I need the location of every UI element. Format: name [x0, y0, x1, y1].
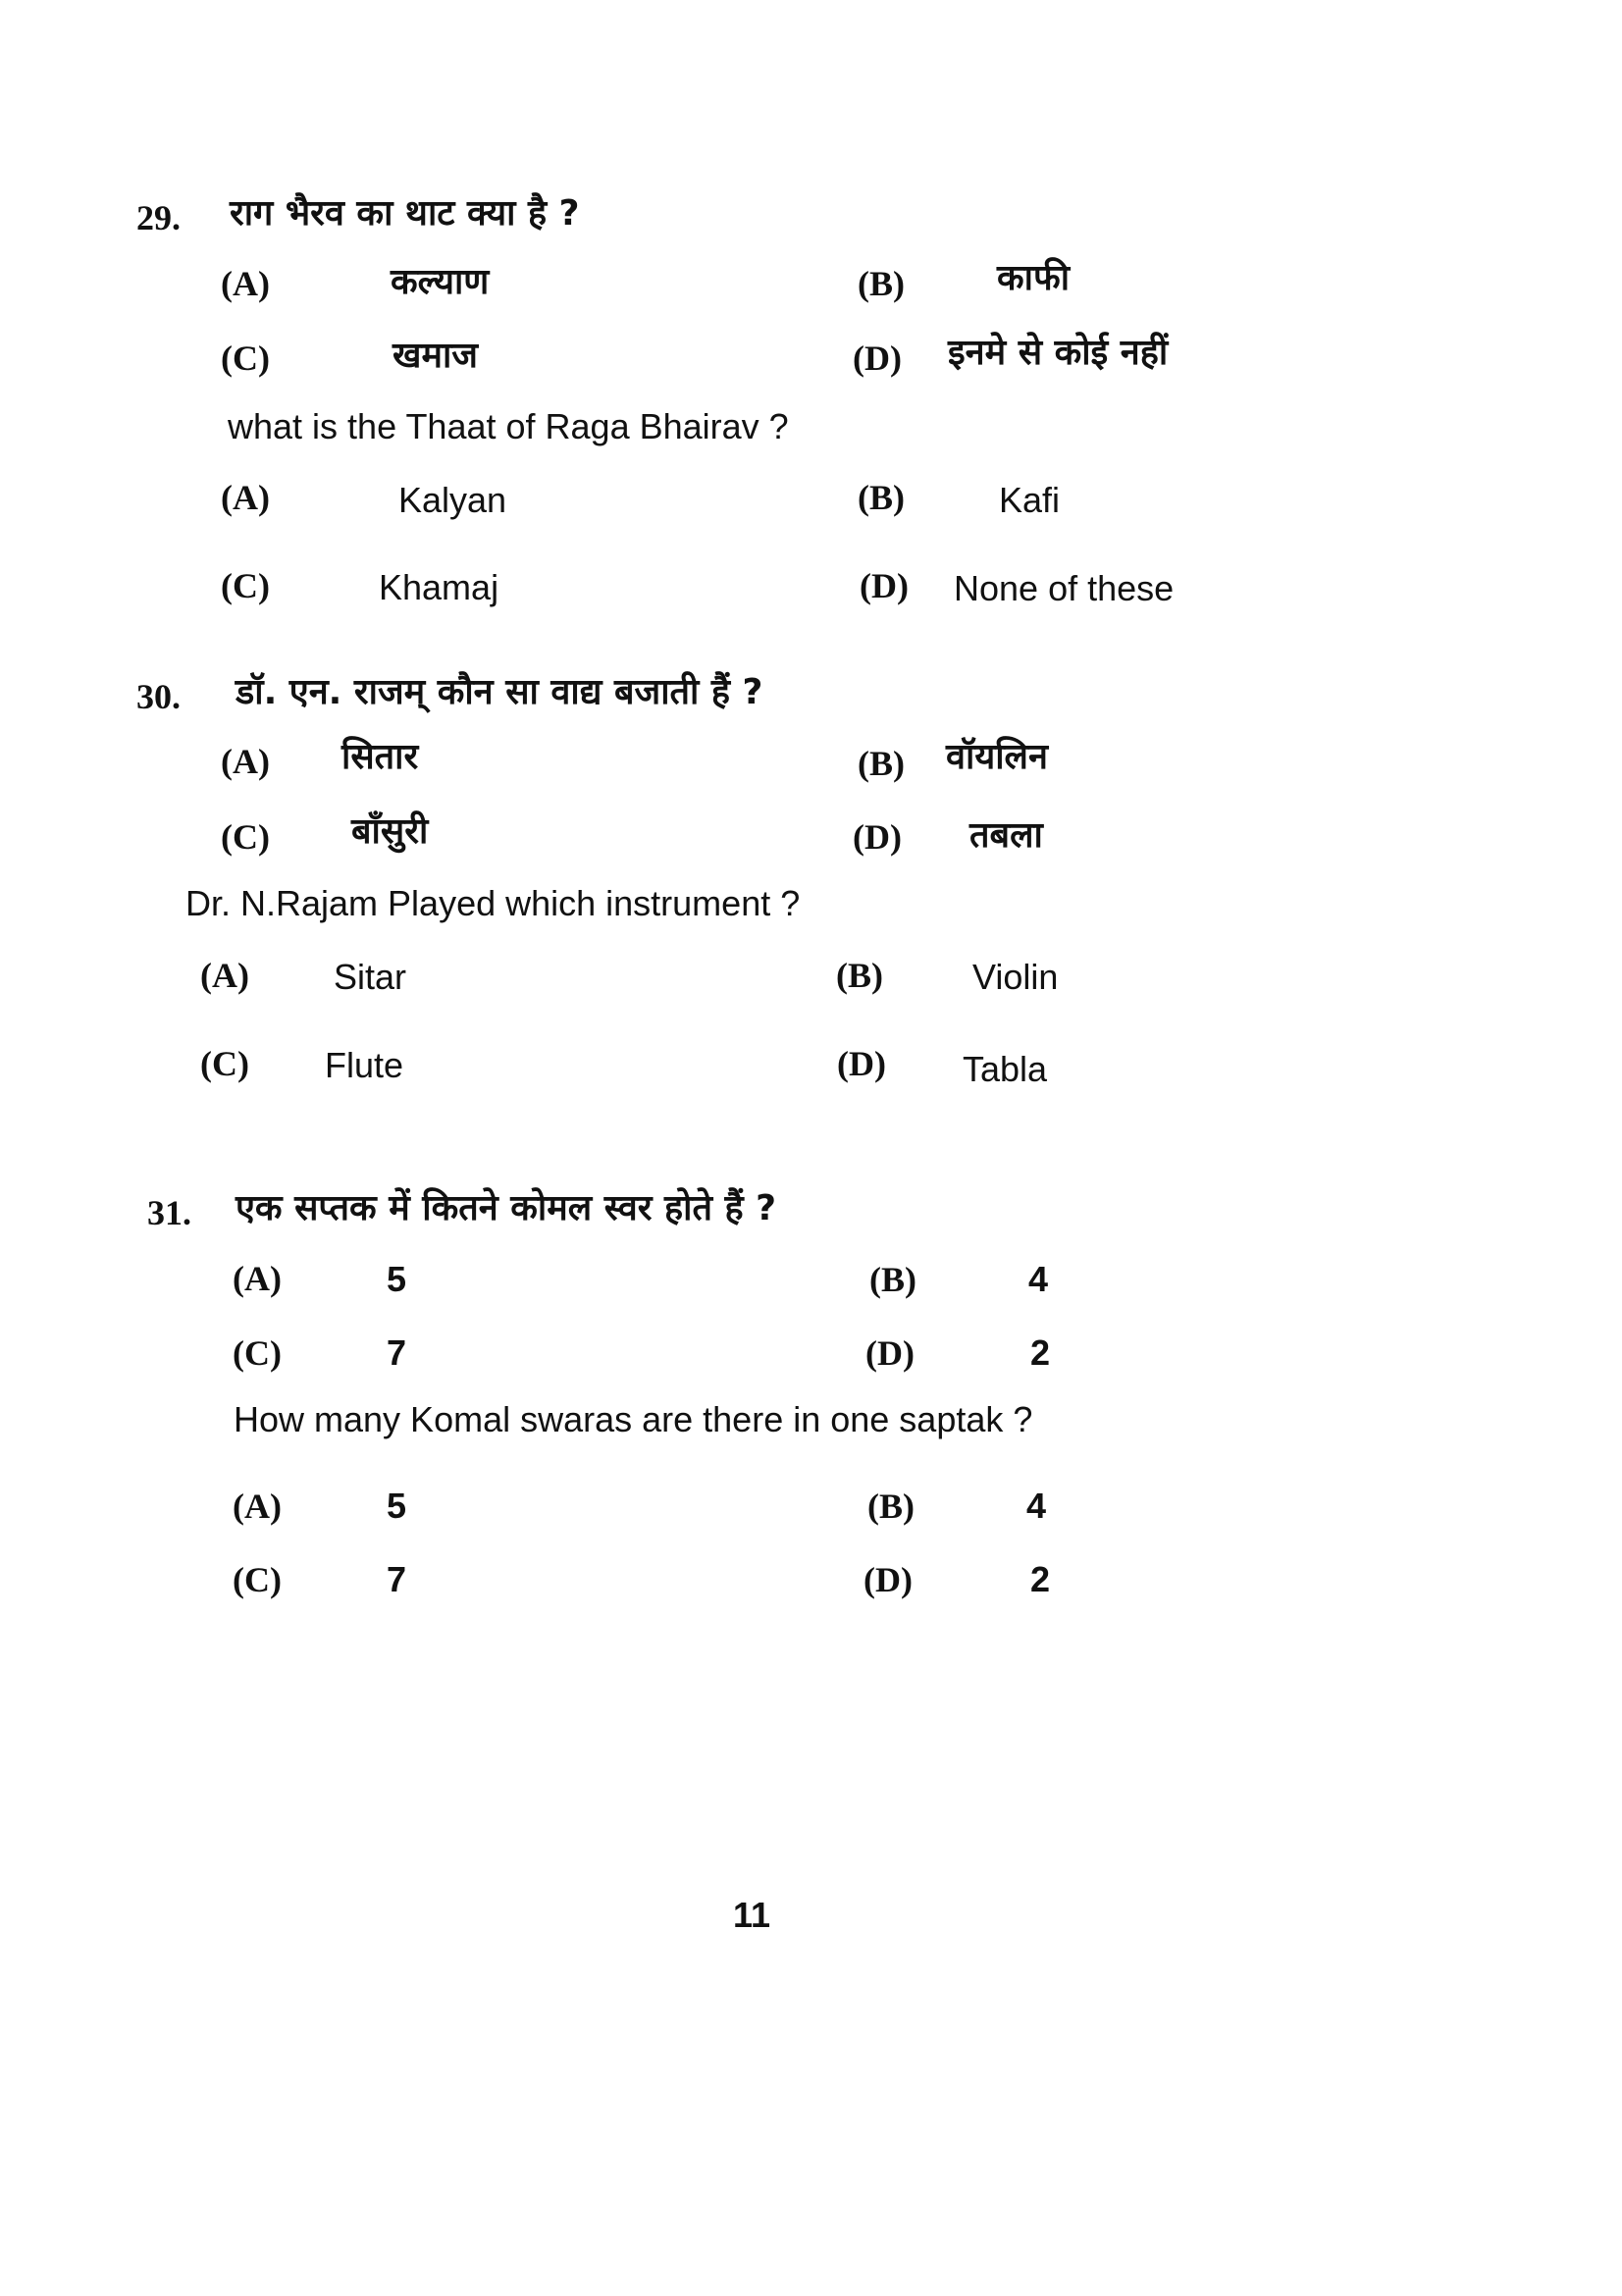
option-label-a: (A) — [233, 1259, 282, 1298]
option-text-b: 4 — [1026, 1486, 1047, 1526]
question-text-hindi: डॉ. एन. राजम् कौन सा वाद्य बजाती हैं ? — [235, 672, 763, 712]
option-label-c: (C) — [233, 1560, 282, 1599]
option-label-b: (B) — [858, 478, 905, 517]
option-text-c: खमाज — [392, 336, 479, 376]
option-label-d: (D) — [865, 1333, 915, 1373]
question-text-english: what is the Thaat of Raga Bhairav ? — [228, 406, 789, 446]
option-text-a: Sitar — [334, 957, 407, 997]
option-label-a: (A) — [233, 1487, 282, 1526]
option-label-b: (B) — [858, 744, 905, 783]
option-text-c: बाँसुरी — [351, 811, 429, 852]
option-text-c: 7 — [387, 1332, 407, 1373]
question-number: 30. — [136, 677, 181, 716]
option-label-a: (A) — [221, 742, 270, 781]
option-label-d: (D) — [853, 817, 902, 857]
option-label-c: (C) — [221, 817, 270, 857]
option-label-d: (D) — [860, 566, 909, 605]
option-text-a: सितार — [341, 737, 419, 777]
option-label-a: (A) — [221, 478, 270, 517]
option-label-d: (D) — [837, 1044, 886, 1083]
option-text-a: कल्याण — [391, 262, 490, 302]
option-label-c: (C) — [200, 1044, 249, 1083]
question-text-hindi: राग भैरव का थाट क्या है ? — [230, 193, 580, 234]
option-text-c: Flute — [325, 1045, 404, 1085]
option-text-d: 2 — [1030, 1332, 1051, 1373]
option-text-c: 7 — [387, 1559, 407, 1599]
option-label-a: (A) — [200, 956, 249, 995]
option-label-d: (D) — [863, 1560, 913, 1599]
option-label-c: (C) — [221, 566, 270, 605]
option-text-d: इनमे से कोई नहीं — [948, 333, 1169, 373]
option-text-d: None of these — [954, 568, 1175, 608]
option-text-b: Violin — [972, 957, 1059, 997]
option-label-c: (C) — [221, 339, 270, 378]
option-text-a: 5 — [387, 1486, 407, 1526]
question-text-english: Dr. N.Rajam Played which instrument ? — [185, 883, 801, 923]
option-text-d: तबला — [969, 815, 1043, 856]
option-text-b: काफी — [997, 258, 1071, 298]
question-text-hindi: एक सप्तक में कितने कोमल स्वर होते हैं ? — [235, 1188, 777, 1228]
option-label-b: (B) — [867, 1487, 915, 1526]
option-text-b: 4 — [1028, 1259, 1049, 1299]
option-text-c: Khamaj — [379, 567, 499, 607]
option-label-b: (B) — [858, 264, 905, 303]
option-label-b: (B) — [869, 1260, 916, 1299]
option-label-a: (A) — [221, 264, 270, 303]
question-number: 29. — [136, 198, 181, 237]
option-text-b: Kafi — [999, 480, 1061, 520]
option-text-d: 2 — [1030, 1559, 1051, 1599]
option-text-b: वॉयलिन — [946, 737, 1048, 777]
option-text-a: Kalyan — [398, 480, 507, 520]
option-label-d: (D) — [853, 339, 902, 378]
option-label-b: (B) — [836, 956, 883, 995]
question-text-english: How many Komal swaras are there in one saptak ? — [234, 1399, 1033, 1439]
option-text-a: 5 — [387, 1259, 407, 1299]
question-number: 31. — [147, 1193, 191, 1232]
page-number: 11 — [733, 1895, 771, 1935]
option-text-d: Tabla — [963, 1049, 1048, 1089]
option-label-c: (C) — [233, 1333, 282, 1373]
